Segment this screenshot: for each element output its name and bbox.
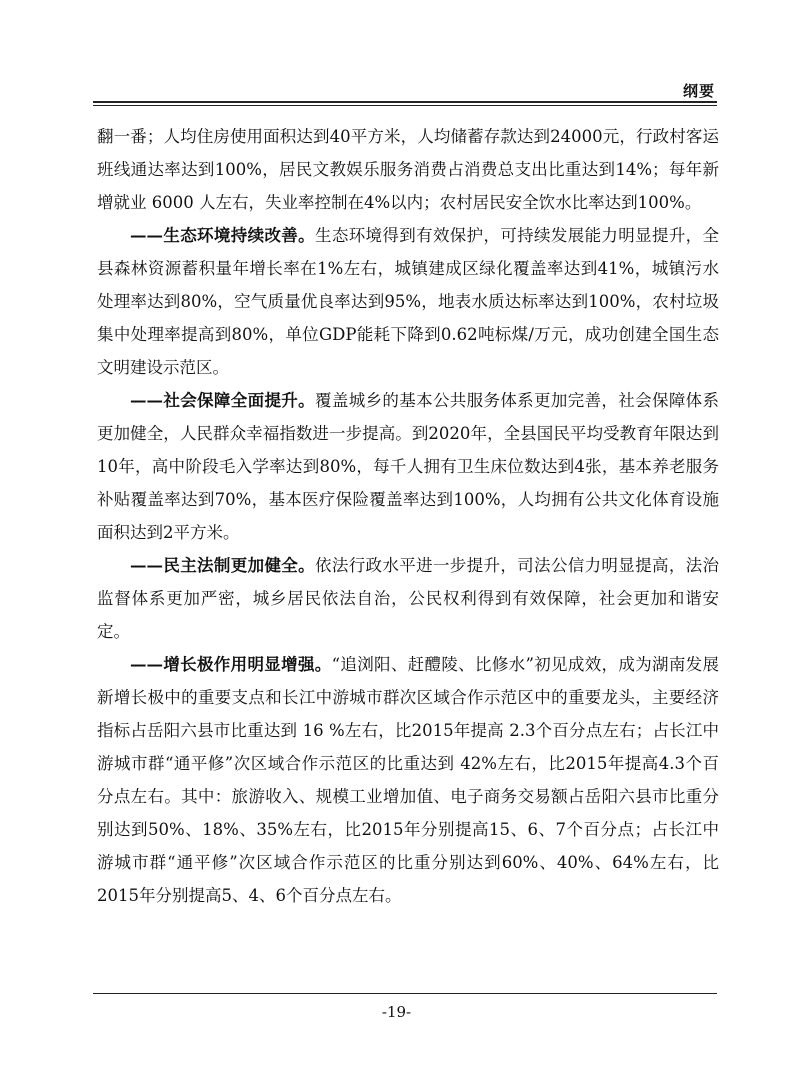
paragraph-text: 依法行政水平进一步提升，司法公信力明显提高，法治监督体系更加严密，城乡居民依法自治，公民权利得到有效保障，社会更加和谐安定。 [97,556,720,641]
section-header: 纲要 [682,82,715,100]
footer-rule [93,993,717,994]
paragraph-3 [97,384,719,549]
page-number: -19- [381,1003,412,1021]
paragraph-lead: ——增长极作用明显增强。 [130,655,332,674]
body-text [97,120,719,912]
paragraph-1 [97,120,719,219]
paragraph-5 [97,648,719,912]
paragraph-text: “追浏阳、赶醴陵、比修水”初见成效，成为湖南发展新增长极中的重要支点和长江中游城市群次区域合作示范区中的重要龙头，主要经济指标占岳阳六县市比重达到 16 %左右，比2015年提高 2.3个百分点左右；占长江中游城市群“通平修”次区域合作示范区的比重达到 42%左右，比2015年提高4.3个百分点左右。其中：旅游收入、规模工业增加值、电子商务交易额占岳阳六县市比重分别达到50%、18%、35%左右，比2015年分别提高15、6、7个百分点；占长江中游城市群“通平修”次区域合作示范区的比重分别达到60%、40%、64%左右，比2015年分别提高5、4、6个百分点左右。 [97,655,720,905]
header-rule-thin [93,105,717,106]
header-rule [93,101,717,103]
paragraph-lead: ——社会保障全面提升。 [130,391,315,410]
paragraph-text: 翻一番；人均住房使用面积达到40平方米，人均储蓄存款达到24000元，行政村客运班线通达率达到100%，居民文教娱乐服务消费占消费总支出比重达到14%；每年新增就业 6000 人左右，失业率控制在4%以内；农村居民安全饮水比率达到100%。 [97,127,719,212]
paragraph-text: 覆盖城乡的基本公共服务体系更加完善，社会保障体系更加健全，人民群众幸福指数进一步提高。到2020年，全县国民平均受教育年限达到10年，高中阶段毛入学率达到80%，每千人拥有卫生床位数达到4张，基本养老服务补贴覆盖率达到70%，基本医疗保险覆盖率达到100%，人均拥有公共文化体育设施面积达到2平方米。 [97,391,720,542]
paragraph-lead: ——民主法制更加健全。 [130,556,315,575]
paragraph-lead: ——生态环境持续改善。 [130,226,315,245]
paragraph-2 [97,219,719,384]
paragraph-4 [97,549,719,648]
paragraph-text: 生态环境得到有效保护，可持续发展能力明显提升，全县森林资源蓄积量年增长率在1%左右，城镇建成区绿化覆盖率达到41%，城镇污水处理率达到80%，空气质量优良率达到95%，地表水质达标率达到100%，农村垃圾集中处理率提高到80%，单位GDP能耗下降到0.62吨标煤/万元，成功创建全国生态文明建设示范区。 [97,226,720,377]
